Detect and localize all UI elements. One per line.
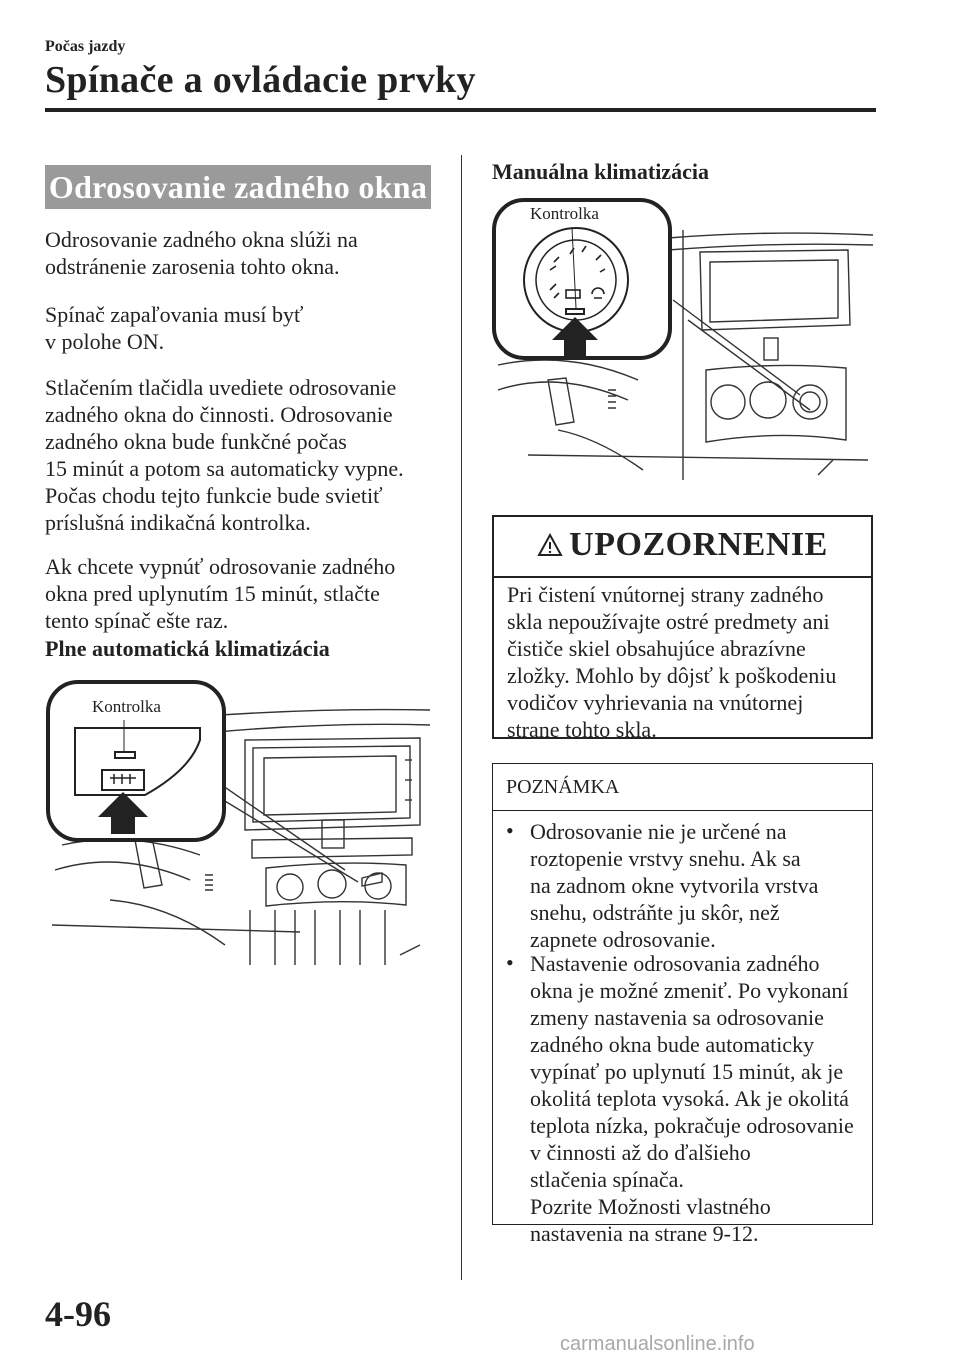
- paragraph-turn-off: Ak chcete vypnúť odrosovanie zadného okna pred uplynutím 15 minút, stlačte tento spínač ešte raz.: [45, 554, 396, 633]
- indicator-label-auto: Kontrolka: [92, 697, 161, 716]
- note-title: POZNÁMKA: [506, 776, 620, 798]
- note-box: [492, 763, 873, 1246]
- paragraph-purpose: Odrosovanie zadného okna slúži na odstránenie zarosenia tohto okna.: [45, 227, 358, 279]
- warning-title: UPOZORNENIE: [569, 526, 828, 563]
- heading-auto-climate: Plne automatická klimatizácia: [45, 636, 330, 661]
- warning-header: [494, 517, 871, 567]
- warning-divider: [494, 576, 871, 578]
- warning-icon: [537, 533, 563, 557]
- page-title: Spínače a ovládacie prvky: [45, 59, 476, 101]
- warning-box: [492, 515, 873, 742]
- note-divider: [493, 810, 872, 811]
- section-banner: Odrosovanie zadného okna: [45, 165, 431, 209]
- note-item: Nastavenie odrosovania zadného okna je možné zmeniť. Po vykonaní zmeny nastavenia sa odrosovanie zadného okna bude automaticky vypínať po uplynutí 15 minút, ak je okolitá teplota vysoká. Ak je okolitá teplota nízka, pokračuje odrosovanie v činnosti až do ďalšieho stlačenia spínača. Pozrite Možnosti vlastného nastavenia na strane 9-12.: [530, 951, 854, 1246]
- section-label: Počas jazdy: [45, 38, 126, 55]
- note-item: Odrosovanie nie je určené na roztopenie vrstvy snehu. Ak sa na zadnom okne vytvorila vrstva snehu, odstráňte ju skôr, než zapnete odrosovanie.: [530, 819, 819, 952]
- page-number: 4-96: [45, 1294, 111, 1334]
- heading-manual-climate: Manuálna klimatizácia: [492, 159, 709, 184]
- paragraph-operation: Stlačením tlačidla uvediete odrosovanie zadného okna do činnosti. Odrosovanie zadného okna bude funkčné počas 15 minút a potom sa automaticky vypne. Počas chodu tejto funkcie bude svietiť príslušná indikačná kontrolka.: [45, 375, 404, 535]
- column-divider: [461, 155, 462, 1280]
- watermark: carmanualsonline.info: [560, 1333, 755, 1355]
- paragraph-ignition: Spínač zapaľovania musí byť v polohe ON.: [45, 302, 304, 354]
- manual-climate-illustration: [488, 190, 873, 490]
- bullet-marker: •: [506, 818, 514, 843]
- bullet-marker: •: [506, 950, 514, 975]
- warning-text: Pri čistení vnútornej strany zadného skla nepoužívajte ostré predmety ani čističe skiel obsahujúce abrazívne zložky. Mohlo by dôjsť k poškodeniu vodičov vyhrievania na vnútornej strane tohto skla.: [507, 582, 837, 742]
- indicator-label-manual: Kontrolka: [530, 204, 599, 223]
- header-divider: [45, 108, 876, 112]
